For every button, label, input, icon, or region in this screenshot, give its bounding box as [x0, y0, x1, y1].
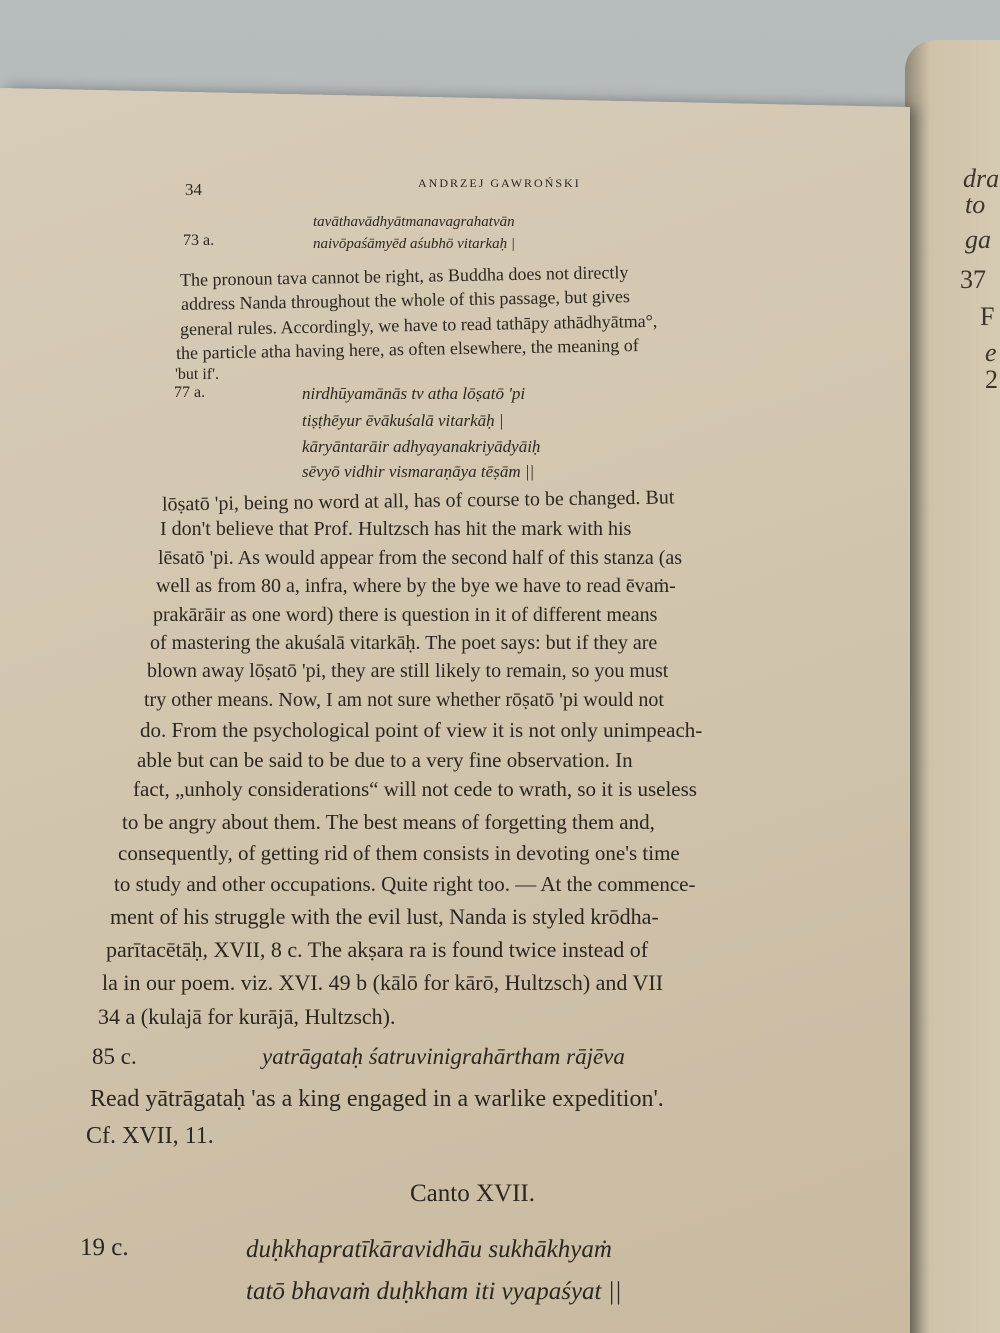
paragraph-line: Read yātrāgataḥ 'as a king engaged in a warlike expedition'.	[90, 1086, 664, 1112]
paragraph-line: to study and other occupations. Quite right too. — At the commence-	[114, 872, 696, 896]
paragraph-line: do. From the psychological point of view it is not only unimpeach-	[140, 718, 703, 742]
verse-reference: 73 a.	[183, 232, 215, 249]
verse-line: tatō bhavaṁ duḥkham iti vyapaśyat ||	[246, 1278, 622, 1305]
verse-line: naivōpaśāmyēd aśubhō vitarkaḥ |	[313, 236, 516, 252]
paragraph-line: prakārāir as one word) there is question in it of different means	[153, 604, 658, 626]
facing-page-fragment: 37	[960, 265, 986, 294]
paragraph-line: try other means. Now, I am not sure whether rōṣatō 'pi would not	[144, 689, 664, 711]
verse-line: yatrāgataḥ śatruvinigrahārtham rājēva	[262, 1044, 625, 1069]
paragraph-line: to be angry about them. The best means of forgetting them and,	[122, 810, 655, 834]
paragraph-line: lōṣatō 'pi, being no word at all, has of course to be changed. But	[161, 486, 675, 516]
paragraph-line: of mastering the akuśalā vitarkāḥ. The poet says: but if they are	[150, 632, 658, 654]
paragraph-line: the particle atha having here, as often elsewhere, the meaning of	[175, 334, 639, 364]
verse-line: duḥkhapratīkāravidhāu sukhākhyaṁ	[246, 1236, 612, 1263]
paragraph-line: la in our poem. viz. XVI. 49 b (kālō for kārō, Hultzsch) and VII	[102, 970, 664, 995]
facing-page-fragment: to	[965, 190, 986, 219]
verse-line: sēvyō vidhir vismaraṇāya tēṣām ||	[302, 462, 535, 481]
paragraph-line: address Nanda throughout the whole of this passage, but gives	[180, 286, 631, 314]
paragraph-line: general rules. Accordingly, we have to read tathāpy athādhyātma°,	[179, 310, 658, 340]
facing-page-fragment: F	[980, 302, 995, 331]
verse-reference: 85 c.	[92, 1044, 137, 1069]
page-number: 34	[185, 180, 202, 199]
paragraph-line: fact, „unholy considerations“ will not cede to wrath, so it is useless	[133, 777, 697, 801]
verse-line: tavāthavādhyātmanavagrahatvān	[313, 214, 515, 230]
paragraph-line: able but can be said to be due to a very fine observation. In	[137, 748, 633, 772]
paragraph-line: I don't believe that Prof. Hultzsch has hit the mark with his	[160, 518, 632, 540]
paragraph-line: Cf. XVII, 11.	[86, 1123, 214, 1149]
facing-page-fragment: dra	[963, 164, 1000, 193]
paragraph-line: ment of his struggle with the evil lust, Nanda is styled krōdha-	[110, 904, 659, 929]
paragraph-line: parītacētāḥ, XVII, 8 c. The akṣara ra is found twice instead of	[106, 937, 649, 962]
verse-line: nirdhūyamānās tv atha lōṣatō 'pi	[302, 384, 526, 403]
section-heading: Canto XVII.	[410, 1180, 535, 1207]
facing-page-fragment: 2	[985, 365, 998, 394]
paragraph-line: lēsatō 'pi. As would appear from the second half of this stanza (as	[158, 547, 683, 569]
paragraph-line: 34 a (kulajā for kurājā, Hultzsch).	[98, 1004, 396, 1029]
verse-reference: 77 a.	[174, 384, 206, 401]
paragraph-line: 'but if'.	[175, 366, 219, 383]
facing-page-fragment: ga	[965, 225, 991, 254]
paragraph-line: The pronoun tava cannot be right, as Buddha does not directly	[179, 262, 629, 290]
verse-reference: 19 c.	[80, 1234, 129, 1261]
verse-line: kāryāntarāir adhyayanakriyādyāiḥ	[302, 437, 541, 456]
facing-page-fragment: e	[985, 338, 997, 367]
paragraph-line: well as from 80 a, infra, where by the bye we have to read ēvaṁ-	[156, 575, 676, 597]
running-header: ANDRZEJ GAWROŃSKI	[418, 176, 581, 190]
verse-line: tiṣṭhēyur ēvākuśalā vitarkāḥ |	[302, 411, 504, 430]
facing-page	[905, 40, 1000, 1333]
paragraph-line: consequently, of getting rid of them consists in devoting one's time	[118, 841, 680, 865]
paragraph-line: blown away lōṣatō 'pi, they are still likely to remain, so you must	[147, 660, 669, 682]
